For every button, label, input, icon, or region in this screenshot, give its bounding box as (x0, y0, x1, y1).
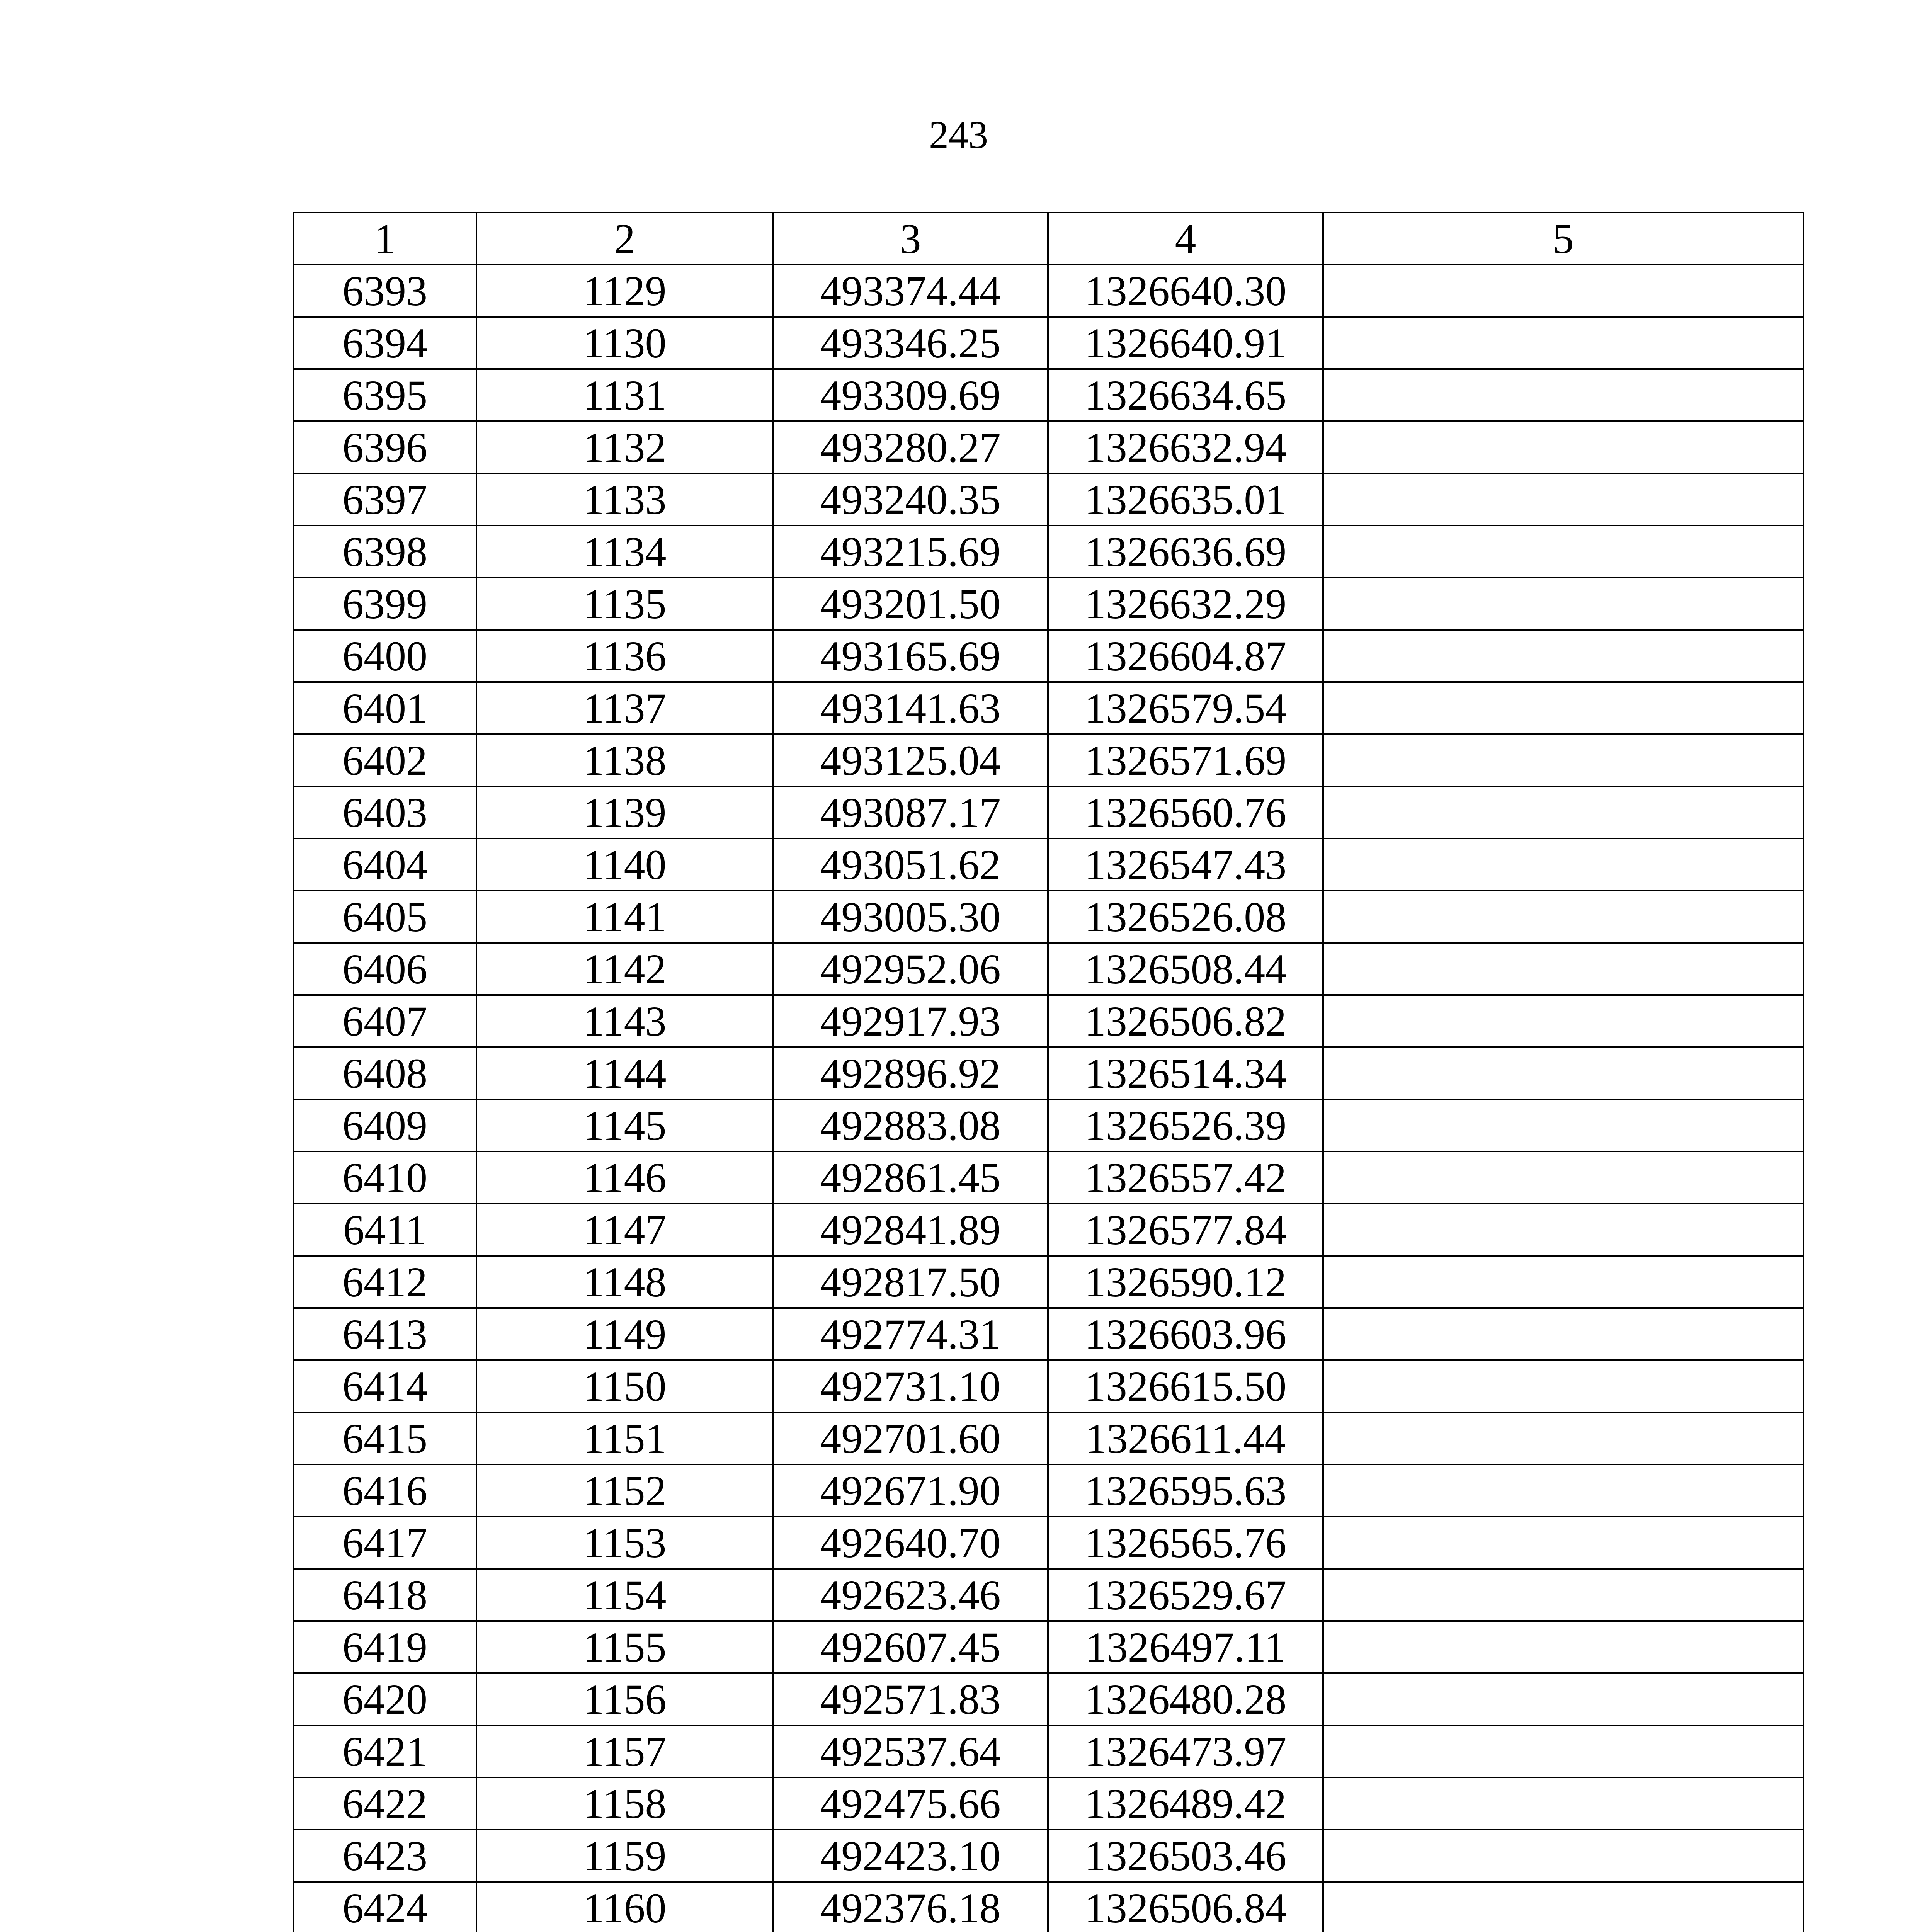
note-cell (1323, 1621, 1803, 1673)
y-coordinate-cell: 1326508.44 (1048, 943, 1323, 995)
y-coordinate-cell: 1326611.44 (1048, 1412, 1323, 1464)
point-number-cell: 6400 (293, 630, 476, 682)
vertex-number-cell: 1134 (476, 526, 773, 578)
y-coordinate-cell: 1326635.01 (1048, 473, 1323, 526)
note-cell (1323, 995, 1803, 1047)
y-coordinate-cell: 1326480.28 (1048, 1673, 1323, 1725)
y-coordinate-cell: 1326632.29 (1048, 578, 1323, 630)
note-cell (1323, 1673, 1803, 1725)
point-number-cell: 6414 (293, 1360, 476, 1412)
x-coordinate-cell: 492537.64 (773, 1725, 1048, 1777)
y-coordinate-cell: 1326640.91 (1048, 317, 1323, 369)
note-cell (1323, 473, 1803, 526)
table-row (293, 1256, 1803, 1308)
note-cell (1323, 1047, 1803, 1099)
y-coordinate-cell: 1326506.82 (1048, 995, 1323, 1047)
point-number-cell: 6394 (293, 317, 476, 369)
vertex-number-cell: 1136 (476, 630, 773, 682)
point-number-cell: 6404 (293, 838, 476, 891)
y-coordinate-cell: 1326577.84 (1048, 1204, 1323, 1256)
vertex-number-cell: 1151 (476, 1412, 773, 1464)
table-row (293, 1047, 1803, 1099)
point-number-cell: 6402 (293, 734, 476, 786)
table-row (293, 1360, 1803, 1412)
x-coordinate-cell: 492607.45 (773, 1621, 1048, 1673)
note-cell (1323, 1308, 1803, 1360)
y-coordinate-cell: 1326557.42 (1048, 1151, 1323, 1204)
table-row (293, 1412, 1803, 1464)
x-coordinate-cell: 493215.69 (773, 526, 1048, 578)
note-cell (1323, 1412, 1803, 1464)
table-row (293, 421, 1803, 473)
x-coordinate-cell: 492731.10 (773, 1360, 1048, 1412)
point-number-cell: 6399 (293, 578, 476, 630)
note-cell (1323, 317, 1803, 369)
y-coordinate-cell: 1326497.11 (1048, 1621, 1323, 1673)
table-row (293, 734, 1803, 786)
x-coordinate-cell: 493125.04 (773, 734, 1048, 786)
table-row (293, 369, 1803, 421)
vertex-number-cell: 1132 (476, 421, 773, 473)
y-coordinate-cell: 1326603.96 (1048, 1308, 1323, 1360)
point-number-cell: 6409 (293, 1099, 476, 1151)
point-number-cell: 6421 (293, 1725, 476, 1777)
vertex-number-cell: 1144 (476, 1047, 773, 1099)
point-number-cell: 6407 (293, 995, 476, 1047)
x-coordinate-cell: 492917.93 (773, 995, 1048, 1047)
note-cell (1323, 526, 1803, 578)
note-cell (1323, 1256, 1803, 1308)
x-coordinate-cell: 493374.44 (773, 265, 1048, 317)
x-coordinate-cell: 492571.83 (773, 1673, 1048, 1725)
note-cell (1323, 1151, 1803, 1204)
table-row (293, 1725, 1803, 1777)
point-number-cell: 6416 (293, 1464, 476, 1517)
point-number-cell: 6412 (293, 1256, 476, 1308)
table-row (293, 265, 1803, 317)
vertex-number-cell: 1148 (476, 1256, 773, 1308)
note-cell (1323, 891, 1803, 943)
vertex-number-cell: 1155 (476, 1621, 773, 1673)
note-cell (1323, 630, 1803, 682)
vertex-number-cell: 1158 (476, 1777, 773, 1830)
note-cell (1323, 1204, 1803, 1256)
vertex-number-cell: 1159 (476, 1830, 773, 1882)
page-number: 243 (929, 113, 988, 157)
table-row (293, 1151, 1803, 1204)
table-row (293, 1777, 1803, 1830)
table-row (293, 578, 1803, 630)
point-number-cell: 6417 (293, 1517, 476, 1569)
column-header: 1 (293, 213, 476, 265)
vertex-number-cell: 1138 (476, 734, 773, 786)
vertex-number-cell: 1129 (476, 265, 773, 317)
vertex-number-cell: 1139 (476, 786, 773, 838)
x-coordinate-cell: 492376.18 (773, 1882, 1048, 1932)
table-row (293, 995, 1803, 1047)
vertex-number-cell: 1133 (476, 473, 773, 526)
point-number-cell: 6393 (293, 265, 476, 317)
x-coordinate-cell: 492883.08 (773, 1099, 1048, 1151)
x-coordinate-cell: 492774.31 (773, 1308, 1048, 1360)
vertex-number-cell: 1130 (476, 317, 773, 369)
note-cell (1323, 265, 1803, 317)
note-cell (1323, 1830, 1803, 1882)
point-number-cell: 6401 (293, 682, 476, 734)
table-header-row (293, 213, 1803, 265)
x-coordinate-cell: 493141.63 (773, 682, 1048, 734)
point-number-cell: 6398 (293, 526, 476, 578)
note-cell (1323, 1725, 1803, 1777)
note-cell (1323, 1360, 1803, 1412)
point-number-cell: 6405 (293, 891, 476, 943)
table-row (293, 1830, 1803, 1882)
note-cell (1323, 1777, 1803, 1830)
x-coordinate-cell: 493240.35 (773, 473, 1048, 526)
y-coordinate-cell: 1326615.50 (1048, 1360, 1323, 1412)
table-row (293, 1204, 1803, 1256)
y-coordinate-cell: 1326529.67 (1048, 1569, 1323, 1621)
point-number-cell: 6415 (293, 1412, 476, 1464)
point-number-cell: 6403 (293, 786, 476, 838)
vertex-number-cell: 1137 (476, 682, 773, 734)
y-coordinate-cell: 1326526.39 (1048, 1099, 1323, 1151)
vertex-number-cell: 1147 (476, 1204, 773, 1256)
x-coordinate-cell: 492952.06 (773, 943, 1048, 995)
vertex-number-cell: 1135 (476, 578, 773, 630)
point-number-cell: 6397 (293, 473, 476, 526)
note-cell (1323, 943, 1803, 995)
x-coordinate-cell: 492861.45 (773, 1151, 1048, 1204)
vertex-number-cell: 1140 (476, 838, 773, 891)
y-coordinate-cell: 1326514.34 (1048, 1047, 1323, 1099)
y-coordinate-cell: 1326590.12 (1048, 1256, 1323, 1308)
x-coordinate-cell: 493087.17 (773, 786, 1048, 838)
x-coordinate-cell: 493309.69 (773, 369, 1048, 421)
vertex-number-cell: 1149 (476, 1308, 773, 1360)
vertex-number-cell: 1160 (476, 1882, 773, 1932)
note-cell (1323, 1464, 1803, 1517)
note-cell (1323, 1517, 1803, 1569)
vertex-number-cell: 1146 (476, 1151, 773, 1204)
note-cell (1323, 682, 1803, 734)
table-row (293, 1673, 1803, 1725)
note-cell (1323, 734, 1803, 786)
x-coordinate-cell: 492671.90 (773, 1464, 1048, 1517)
column-header: 5 (1323, 213, 1803, 265)
point-number-cell: 6420 (293, 1673, 476, 1725)
point-number-cell: 6410 (293, 1151, 476, 1204)
note-cell (1323, 1099, 1803, 1151)
x-coordinate-cell: 492423.10 (773, 1830, 1048, 1882)
x-coordinate-cell: 492475.66 (773, 1777, 1048, 1830)
point-number-cell: 6408 (293, 1047, 476, 1099)
table-row (293, 317, 1803, 369)
table-row (293, 1099, 1803, 1151)
vertex-number-cell: 1157 (476, 1725, 773, 1777)
x-coordinate-cell: 493005.30 (773, 891, 1048, 943)
table-body (293, 213, 1803, 1932)
coordinates-table (293, 212, 1804, 1932)
table-row (293, 943, 1803, 995)
column-header: 4 (1048, 213, 1323, 265)
point-number-cell: 6419 (293, 1621, 476, 1673)
table-row (293, 891, 1803, 943)
vertex-number-cell: 1141 (476, 891, 773, 943)
table-row (293, 526, 1803, 578)
point-number-cell: 6418 (293, 1569, 476, 1621)
note-cell (1323, 421, 1803, 473)
x-coordinate-cell: 493201.50 (773, 578, 1048, 630)
table-row (293, 838, 1803, 891)
table-row (293, 1308, 1803, 1360)
x-coordinate-cell: 492896.92 (773, 1047, 1048, 1099)
x-coordinate-cell: 492623.46 (773, 1569, 1048, 1621)
point-number-cell: 6396 (293, 421, 476, 473)
table-row (293, 473, 1803, 526)
y-coordinate-cell: 1326604.87 (1048, 630, 1323, 682)
point-number-cell: 6422 (293, 1777, 476, 1830)
vertex-number-cell: 1145 (476, 1099, 773, 1151)
point-number-cell: 6413 (293, 1308, 476, 1360)
point-number-cell: 6411 (293, 1204, 476, 1256)
note-cell (1323, 578, 1803, 630)
vertex-number-cell: 1150 (476, 1360, 773, 1412)
y-coordinate-cell: 1326571.69 (1048, 734, 1323, 786)
table-row (293, 786, 1803, 838)
vertex-number-cell: 1131 (476, 369, 773, 421)
note-cell (1323, 786, 1803, 838)
y-coordinate-cell: 1326489.42 (1048, 1777, 1323, 1830)
y-coordinate-cell: 1326579.54 (1048, 682, 1323, 734)
table-row (293, 1882, 1803, 1932)
table-row (293, 630, 1803, 682)
x-coordinate-cell: 492817.50 (773, 1256, 1048, 1308)
x-coordinate-cell: 493280.27 (773, 421, 1048, 473)
point-number-cell: 6424 (293, 1882, 476, 1932)
table-row (293, 1621, 1803, 1673)
vertex-number-cell: 1156 (476, 1673, 773, 1725)
vertex-number-cell: 1154 (476, 1569, 773, 1621)
x-coordinate-cell: 492841.89 (773, 1204, 1048, 1256)
x-coordinate-cell: 493165.69 (773, 630, 1048, 682)
x-coordinate-cell: 492640.70 (773, 1517, 1048, 1569)
y-coordinate-cell: 1326560.76 (1048, 786, 1323, 838)
y-coordinate-cell: 1326503.46 (1048, 1830, 1323, 1882)
y-coordinate-cell: 1326565.76 (1048, 1517, 1323, 1569)
y-coordinate-cell: 1326595.63 (1048, 1464, 1323, 1517)
y-coordinate-cell: 1326506.84 (1048, 1882, 1323, 1932)
x-coordinate-cell: 492701.60 (773, 1412, 1048, 1464)
point-number-cell: 6406 (293, 943, 476, 995)
y-coordinate-cell: 1326632.94 (1048, 421, 1323, 473)
note-cell (1323, 1882, 1803, 1932)
y-coordinate-cell: 1326640.30 (1048, 265, 1323, 317)
note-cell (1323, 369, 1803, 421)
note-cell (1323, 838, 1803, 891)
y-coordinate-cell: 1326547.43 (1048, 838, 1323, 891)
vertex-number-cell: 1152 (476, 1464, 773, 1517)
y-coordinate-cell: 1326634.65 (1048, 369, 1323, 421)
column-header: 2 (476, 213, 773, 265)
table-row (293, 1569, 1803, 1621)
y-coordinate-cell: 1326636.69 (1048, 526, 1323, 578)
table-row (293, 1464, 1803, 1517)
vertex-number-cell: 1143 (476, 995, 773, 1047)
vertex-number-cell: 1153 (476, 1517, 773, 1569)
point-number-cell: 6423 (293, 1830, 476, 1882)
y-coordinate-cell: 1326526.08 (1048, 891, 1323, 943)
vertex-number-cell: 1142 (476, 943, 773, 995)
point-number-cell: 6395 (293, 369, 476, 421)
y-coordinate-cell: 1326473.97 (1048, 1725, 1323, 1777)
x-coordinate-cell: 493051.62 (773, 838, 1048, 891)
note-cell (1323, 1569, 1803, 1621)
column-header: 3 (773, 213, 1048, 265)
table-row (293, 682, 1803, 734)
table-row (293, 1517, 1803, 1569)
x-coordinate-cell: 493346.25 (773, 317, 1048, 369)
